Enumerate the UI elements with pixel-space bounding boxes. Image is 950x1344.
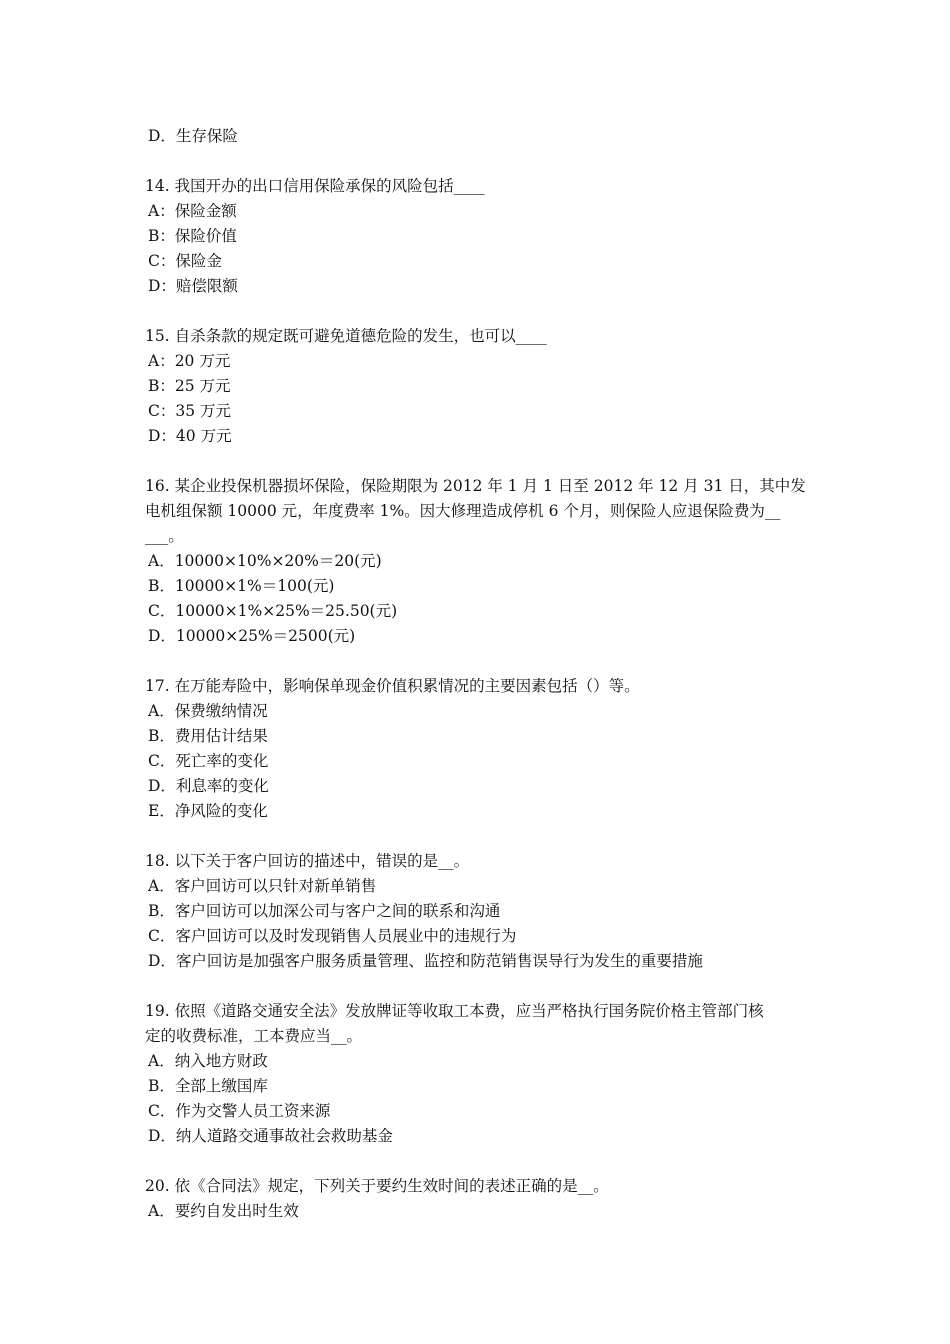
- option-b: B．10000×1%＝100(元): [148, 577, 335, 595]
- option-c: C．作为交警人员工资来源: [148, 1102, 331, 1120]
- spacer: [145, 299, 813, 324]
- spacer: [145, 449, 813, 474]
- option-c: C．死亡率的变化: [148, 752, 269, 770]
- option-b: B：25 万元: [148, 377, 231, 395]
- option-a: A．要约自发出时生效: [148, 1202, 299, 1220]
- question-16: [145, 474, 813, 649]
- option-a: A．10000×10%×20%＝20(元): [148, 552, 382, 570]
- option-b: B：保险价值: [148, 227, 237, 245]
- option-b: B．客户回访可以加深公司与客户之间的联系和沟通: [148, 902, 501, 920]
- option-e: E．净风险的变化: [148, 802, 268, 820]
- question-text: 18. 以下关于客户回访的描述中，错误的是__。: [145, 852, 470, 870]
- question-text: 20. 依《合同法》规定，下列关于要约生效时间的表述正确的是__。: [145, 1177, 609, 1195]
- spacer: [145, 824, 813, 849]
- question-text: 15. 自杀条款的规定既可避免道德危险的发生，也可以____: [145, 327, 547, 345]
- option-c: C．客户回访可以及时发现销售人员展业中的违规行为: [148, 927, 517, 945]
- option-d: D．利息率的变化: [148, 777, 269, 795]
- option-b: B．全部上缴国库: [148, 1077, 268, 1095]
- question-14: [145, 174, 813, 299]
- question-text-line-2: 电机组保额 10000 元，年度费率 1%。因大修理造成停机 6 个月，则保险人应退保险费为__: [145, 502, 781, 520]
- option-a: A：20 万元: [148, 352, 231, 370]
- option-c: C．10000×1%×25%＝25.50(元): [148, 602, 398, 620]
- question-20: [145, 1174, 813, 1224]
- option-c: C：保险金: [148, 252, 222, 270]
- option-a: A．客户回访可以只针对新单销售: [148, 877, 377, 895]
- option-a: A．保费缴纳情况: [148, 702, 268, 720]
- option-a: A．纳入地方财政: [148, 1052, 268, 1070]
- question-text: 14. 我国开办的出口信用保险承保的风险包括____: [145, 177, 485, 195]
- option-c: C：35 万元: [148, 402, 232, 420]
- question-text-line-2: 定的收费标准，工本费应当__。: [145, 1027, 363, 1045]
- question-text-line-1: 16. 某企业投保机器损坏保险，保险期限为 2012 年 1 月 1 日至 2012 年 12 月 31 日，其中发: [145, 477, 806, 495]
- option-d: D．纳人道路交通事故社会救助基金: [148, 1127, 393, 1145]
- question-text: 17. 在万能寿险中，影响保单现金价值积累情况的主要因素包括（）等。: [145, 677, 640, 695]
- spacer: [145, 649, 813, 674]
- option-d: D：40 万元: [148, 427, 232, 445]
- option-a: A：保险金额: [148, 202, 237, 220]
- option-d: D．10000×25%＝2500(元): [148, 627, 356, 645]
- spacer: [145, 974, 813, 999]
- option-d: D．生存保险: [148, 127, 238, 145]
- question-15: [145, 324, 813, 449]
- question-18: [145, 849, 813, 974]
- spacer: [145, 1149, 813, 1174]
- question-text-line-3: ___。: [145, 527, 184, 545]
- question-19: [145, 999, 813, 1149]
- option-b: B．费用估计结果: [148, 727, 268, 745]
- question-text-line-1: 19. 依照《道路交通安全法》发放牌证等收取工本费，应当严格执行国务院价格主管部门核: [145, 1002, 764, 1020]
- question-17: [145, 674, 813, 824]
- option-d: D．客户回访是加强客户服务质量管理、监控和防范销售误导行为发生的重要措施: [148, 952, 703, 970]
- exam-content: [145, 124, 813, 1224]
- spacer: [145, 149, 813, 174]
- option-d: D：赔偿限额: [148, 277, 238, 295]
